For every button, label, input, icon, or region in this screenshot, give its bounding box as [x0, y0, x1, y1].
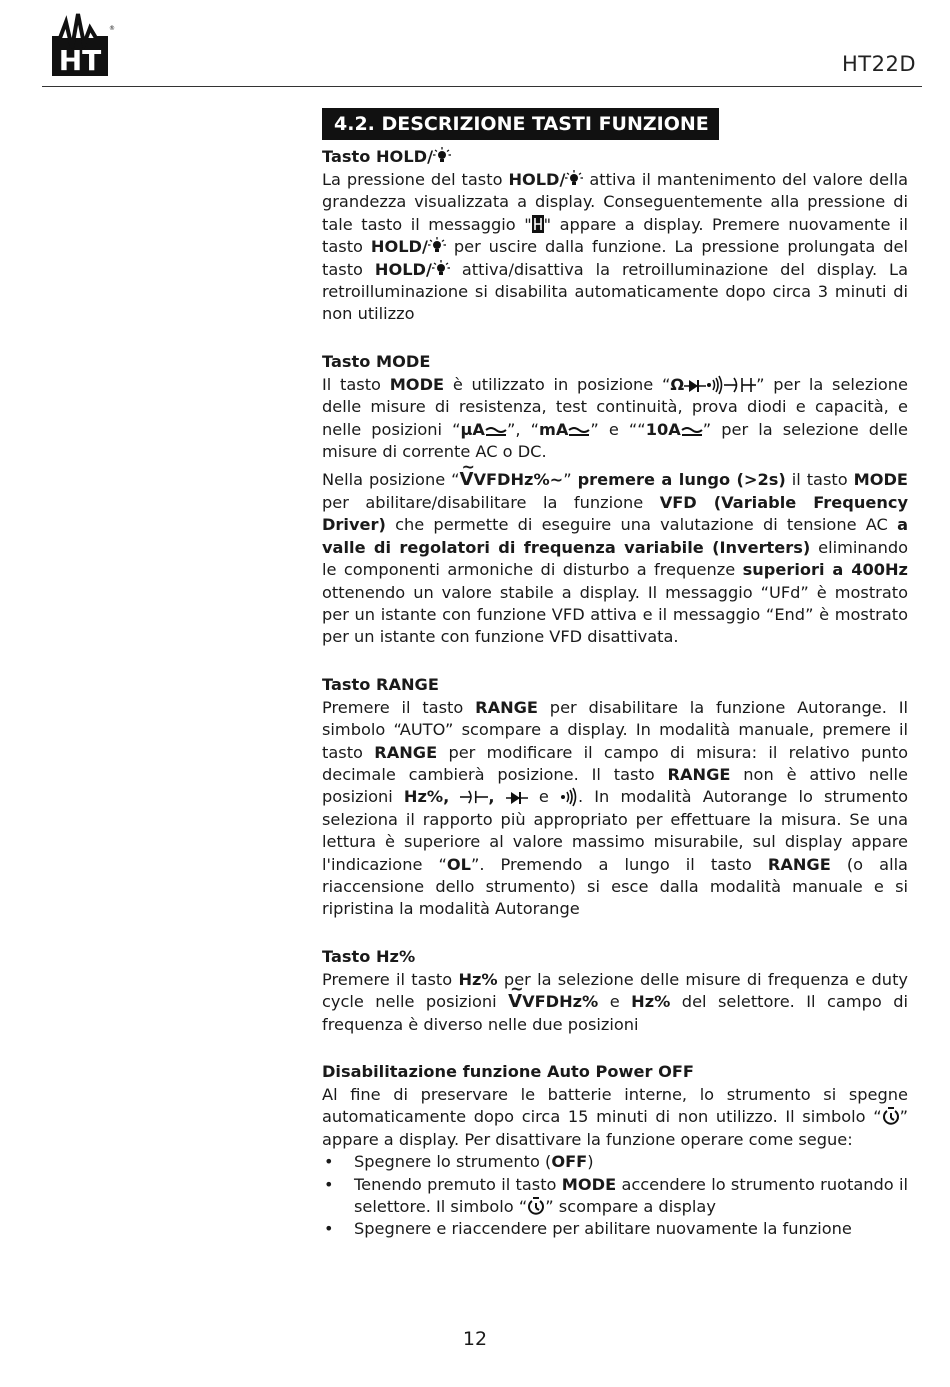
ac-dc-icon [681, 426, 703, 438]
backlight-bulb-icon [433, 147, 451, 165]
hz-paragraph: Premere il tasto Hz% per la selezione delle misure di frequenza e duty cycle nelle posizioni ~ VVFDHz% e Hz% del selettore. Il campo di frequenza è diverso nelle due posizioni [322, 969, 908, 1036]
continuity-buzzer-icon [706, 375, 724, 393]
hold-paragraph: La pressione del tasto HOLD/ attiva il mantenimento del valore della grandezza visualizzata a display. Conseguentemente alla pressione di tale tasto il messaggio " " appare a display. Premere nuovamente il tasto HOLD/ per uscire dalla funzione. La pressione prolungata del tasto HOLD/ attiva/disattiva la retroilluminazione del display. La retroilluminazione si disabilita automaticamente dopo circa 3 minuti di non utilizzo [322, 170, 908, 324]
mode-paragraph-1: Il tasto MODE è utilizzato in posizione “Ω ” per la selezione delle misure di resistenza, test continuità, prova diodi e capacità, e nelle posizioni “μA ”, “mA ” e ““10A ” per la selezione delle misure di corrente AC o DC. [322, 374, 908, 462]
list-item: • Tenendo premuto il tasto MODE accendere lo strumento ruotando il selettore. Il simbolo “ ” scompare a display [322, 1174, 908, 1219]
backlight-bulb-icon [428, 237, 446, 255]
auto-power-off-icon [882, 1107, 900, 1125]
ac-dc-icon [568, 426, 590, 438]
capacitor-icon [460, 789, 488, 805]
page-number: 12 [462, 1328, 488, 1350]
diode-icon [506, 791, 528, 805]
auto-power-off-icon [527, 1197, 545, 1215]
logo-text: HT [58, 44, 102, 77]
diode-icon [684, 379, 706, 393]
backlight-bulb-icon [565, 170, 583, 188]
list-item: • Spegnere lo strumento (OFF) [322, 1151, 908, 1173]
range-heading: Tasto RANGE [322, 674, 439, 694]
hz-heading: Tasto Hz% [322, 946, 416, 966]
list-item: • Spegnere e riaccendere per abilitare nuovamente la funzione [322, 1218, 908, 1240]
hold-heading: Tasto HOLD/ [322, 145, 908, 169]
apo-heading: Disabilitazione funzione Auto Power OFF [322, 1062, 694, 1081]
v-ac-symbol: ~ V [460, 469, 474, 491]
section-title: 4.2. DESCRIZIONE TASTI FUNZIONE [322, 108, 719, 140]
continuity-buzzer-icon [560, 787, 578, 805]
backlight-bulb-icon [432, 260, 450, 278]
hold-h-icon [532, 215, 544, 233]
svg-text:®: ® [109, 25, 115, 32]
header-rule [42, 86, 922, 87]
ht-logo [50, 8, 115, 78]
apo-steps-list [322, 1151, 908, 1241]
model-name: HT22D [841, 52, 916, 76]
v-ac-symbol: ~ V [508, 991, 522, 1013]
apo-paragraph: Al fine di preservare le batterie interne, lo strumento si spegne automaticamente dopo circa 15 minuti di non utilizzo. Il simbolo “ ” appare a display. Per disattivare la funzione operare come segue: [322, 1085, 908, 1149]
content [322, 108, 908, 1241]
mode-heading: Tasto MODE [322, 351, 431, 371]
mode-paragraph-2: Nella posizione “~ VVFDHz%~” premere a lungo (>2s) il tasto MODE per abilitare/disabilitare la funzione VFD (Variable Frequency Driver) che permette di eseguire una valutazione di tensione AC a valle di regolatori di frequenza variabile (Inverters) eliminando le componenti armoniche di disturbo a frequenze superiori a 400Hz ottenendo un valore stabile a display. Il messaggio “UFd” è mostrato per un istante con funzione VFD attiva e il messaggio “End” è mostrato per un istante con funzione VFD disattivata. [322, 469, 908, 648]
capacitor-icon [724, 377, 756, 393]
ac-dc-icon [485, 426, 507, 438]
range-paragraph: Premere il tasto RANGE per disabilitare la funzione Autorange. Il simbolo “AUTO” scompare a display. In modalità manuale, premere il tasto RANGE per modificare il campo di misura: il relativo punto decimale cambierà posizione. Il tasto RANGE non è attivo nelle posizioni Hz%, , e . In modalità Autorange lo strumento seleziona il rapporto più appropriato per effettuare la misura. Se una lettura è superiore al valore massimo misurabile, sul display appare l'indicazione “OL”. Premendo a lungo il tasto RANGE (o alla riaccensione dello strumento) si esce dalla modalità manuale e si ripristina la modalità Autorange [322, 697, 909, 919]
